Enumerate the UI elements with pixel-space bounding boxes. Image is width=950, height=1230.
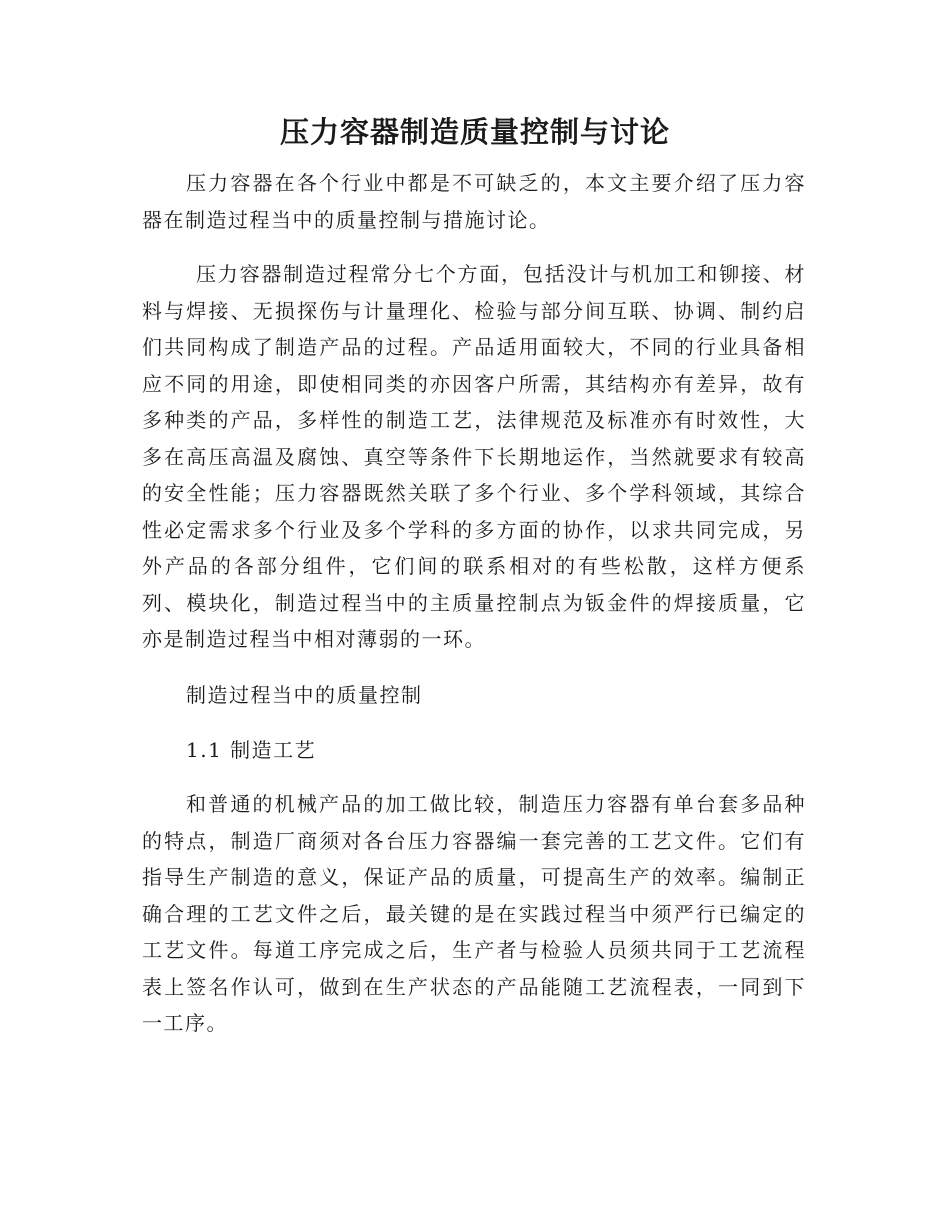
subsection-heading: 1.1 制造工艺 (186, 738, 317, 762)
document-title: 压力容器制造质量控制与讨论 (279, 115, 670, 149)
body-paragraph-overview: 压力容器制造过程常分七个方面，包括没计与机加工和铆接、材料与焊接、无损探伤与计量理化、检验与部分间互联、协调、制约启们共同构成了制造产品的过程。产品适用面较大，不同的行业具备相应不同的用途，即使相同类的亦因客户所需，其结构亦有差异，故有多种类的产品，多样性的制造工艺，法律规范及标准亦有时效性，大多在高压高温及腐蚀、真空等条件下长期地运作，当然就要求有较高的安全性能；压力容器既然关联了多个行业、多个学科领域，其综合性必定需求多个行业及多个学科的多方面的协作，以求共同完成，另外产品的各部分组件，它们间的联系相对的有些松散，这样方便系列、模块化，制造过程当中的主质量控制点为钣金件的焊接质量，它亦是制造过程当中相对薄弱的一环。 (142, 262, 806, 651)
body-paragraph-process: 和普通的机械产品的加工做比较，制造压力容器有单台套多品种的特点，制造厂商须对各台压力容器编一套完善的工艺文件。它们有指导生产制造的意义，保证产品的质量，可提高生产的效率。编制正确合理的工艺文件之后，最关键的是在实践过程当中须严行已编定的工艺文件。每道工序完成之后，生产者与检验人员须共同于工艺流程表上签名作认可，做到在生产状态的产品能随工艺流程表，一同到下一工序。 (142, 792, 806, 1035)
intro-paragraph: 压力容器在各个行业中都是不可缺乏的，本文主要介绍了压力容器在制造过程当中的质量控制与措施讨论。 (142, 171, 806, 232)
section-heading: 制造过程当中的质量控制 (186, 683, 423, 707)
